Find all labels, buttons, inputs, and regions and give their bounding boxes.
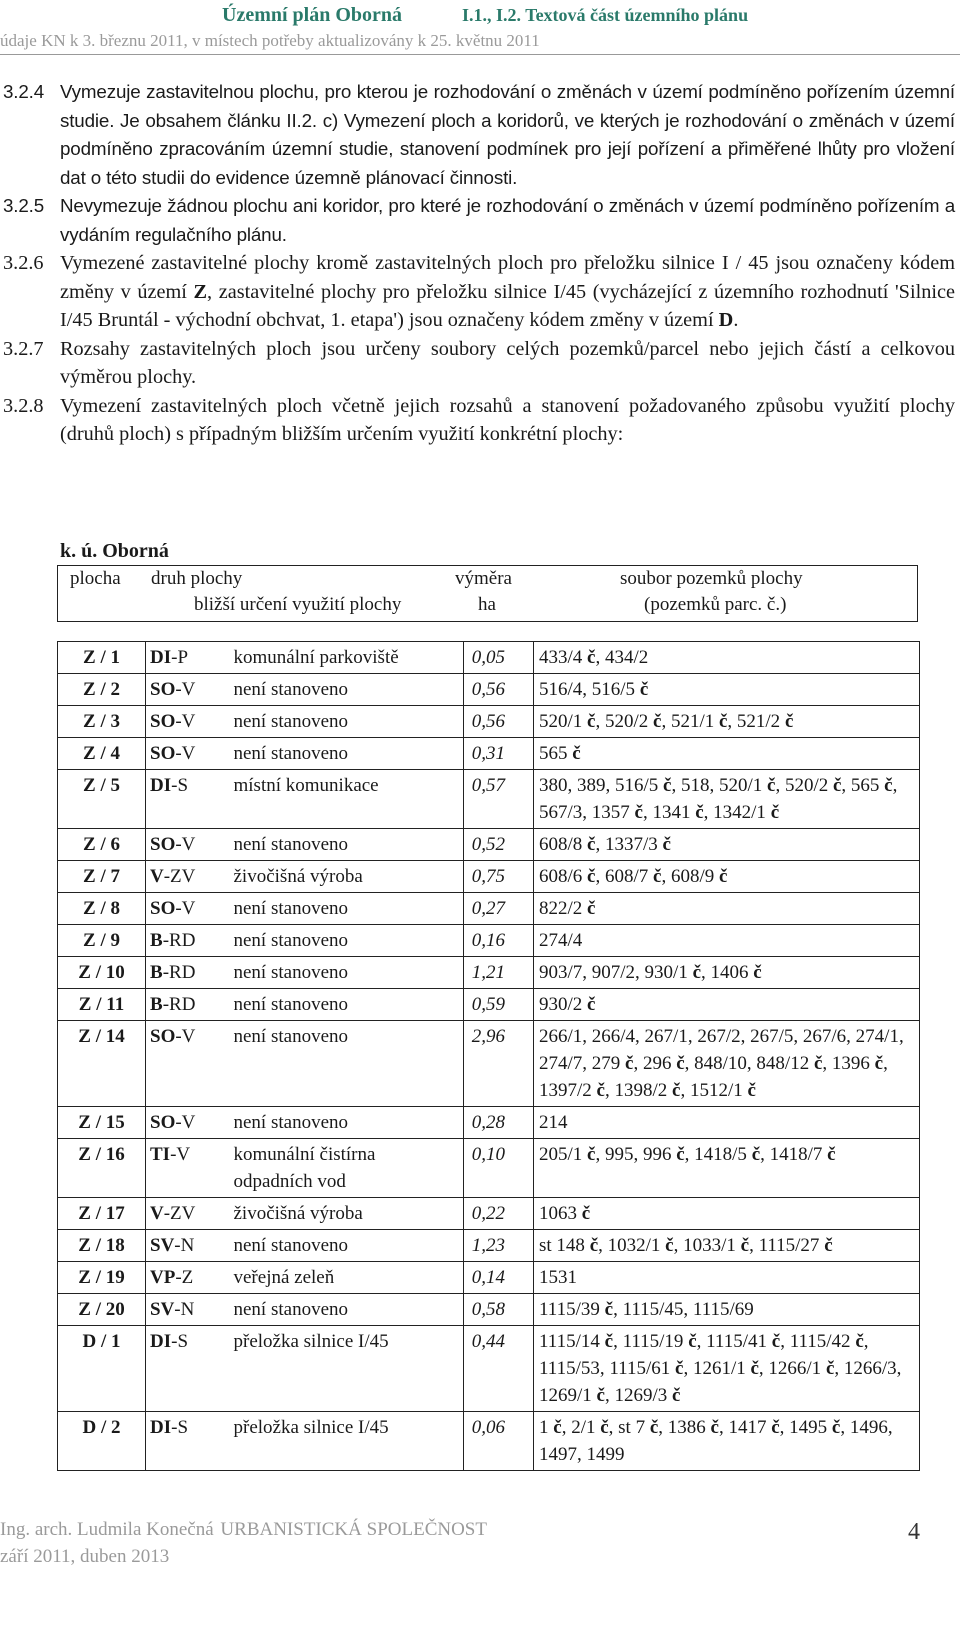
cell-vymera: 2,96 xyxy=(464,1021,534,1107)
cell-pozemky: 1531 xyxy=(534,1262,920,1294)
paragraph-number: 3.2.6 xyxy=(3,252,44,274)
cell-plocha: Z / 8 xyxy=(58,893,146,925)
table-row xyxy=(58,1294,920,1326)
paragraph-number: 3.2.7 xyxy=(3,337,44,360)
cell-plocha: Z / 4 xyxy=(58,738,146,770)
intro-paragraphs xyxy=(3,78,955,449)
cell-druh xyxy=(146,1139,232,1198)
cadastre-heading: k. ú. Oborná xyxy=(60,540,169,562)
druh-suffix: -RD xyxy=(162,994,196,1015)
cell-pozemky: 608/8 č, 1337/3 č xyxy=(534,829,920,861)
cell-druh xyxy=(146,829,232,861)
header-parc: (pozemků parc. č.) xyxy=(644,594,787,615)
table-row xyxy=(58,1198,920,1230)
document-title: Územní plán Oborná xyxy=(222,4,403,26)
table-row xyxy=(58,642,920,674)
cell-pozemky: st 148 č, 1032/1 č, 1033/1 č, 1115/27 č xyxy=(534,1230,920,1262)
cell-druh xyxy=(146,738,232,770)
paragraph-3-2-7 xyxy=(3,335,955,392)
cell-pozemky: 565 č xyxy=(534,738,920,770)
cell-plocha: Z / 16 xyxy=(58,1139,146,1198)
cell-druh xyxy=(146,1230,232,1262)
druh-code: V xyxy=(150,866,164,887)
header-subtitle: údaje KN k 3. březnu 2011, v místech potřeby aktualizovány k 25. květnu 2011 xyxy=(0,31,540,50)
cell-vymera: 0,10 xyxy=(464,1139,534,1198)
paragraph-number: 3.2.5 xyxy=(3,195,45,216)
cell-druh xyxy=(146,1412,232,1471)
cell-druh xyxy=(146,1326,232,1412)
footer-dates: září 2011, duben 2013 xyxy=(0,1546,170,1567)
page-number: 4 xyxy=(908,1519,920,1545)
cell-vymera: 0,28 xyxy=(464,1107,534,1139)
table-row xyxy=(58,957,920,989)
druh-code: SO xyxy=(150,679,176,700)
cell-urceni: není stanoveno xyxy=(232,989,464,1021)
cell-druh xyxy=(146,957,232,989)
footer-author: Ing. arch. Ludmila Konečná xyxy=(0,1519,214,1540)
cell-druh xyxy=(146,989,232,1021)
druh-suffix: -N xyxy=(174,1299,195,1320)
cell-plocha: Z / 1 xyxy=(58,642,146,674)
cell-pozemky: 903/7, 907/2, 930/1 č, 1406 č xyxy=(534,957,920,989)
cell-plocha: Z / 11 xyxy=(58,989,146,1021)
cell-vymera: 0,59 xyxy=(464,989,534,1021)
druh-code: SO xyxy=(150,834,176,855)
cell-plocha: Z / 5 xyxy=(58,770,146,829)
table-row xyxy=(58,738,920,770)
cell-pozemky: 433/4 č, 434/2 xyxy=(534,642,920,674)
header-soubor: soubor pozemků plochy xyxy=(620,568,803,589)
cell-urceni: není stanoveno xyxy=(232,893,464,925)
druh-code: B xyxy=(150,930,163,951)
cell-urceni: přeložka silnice I/45 xyxy=(232,1412,464,1471)
header-druh: druh plochy xyxy=(151,568,243,589)
druh-code: DI xyxy=(150,775,172,796)
table-row xyxy=(58,1412,920,1471)
table-row xyxy=(58,1139,920,1198)
paragraph-text: Vymezené zastavitelné plochy kromě zastavitelných ploch pro přeložku silnice I / 45 jsou označeny kódem změny v území xyxy=(60,252,955,303)
cell-urceni: živočišná výroba xyxy=(232,861,464,893)
cell-plocha: Z / 10 xyxy=(58,957,146,989)
paragraph-number: 3.2.8 xyxy=(3,394,44,417)
table-row xyxy=(58,893,920,925)
druh-suffix: -V xyxy=(170,1144,191,1165)
cell-druh xyxy=(146,1262,232,1294)
table-row xyxy=(58,1262,920,1294)
code-z: Z xyxy=(193,280,208,303)
cell-urceni: není stanoveno xyxy=(232,925,464,957)
header-urceni: bližší určení využití plochy xyxy=(194,594,402,615)
cell-druh xyxy=(146,770,232,829)
paragraph-text: Rozsahy zastavitelných ploch jsou určeny soubory celých pozemků/parcel nebo jejich částí a celkovou výměrou plochy. xyxy=(60,337,955,388)
cell-urceni: veřejná zeleň xyxy=(232,1262,464,1294)
cell-urceni: není stanoveno xyxy=(232,957,464,989)
cell-vymera: 0,27 xyxy=(464,893,534,925)
cell-urceni: živočišná výroba xyxy=(232,1198,464,1230)
table-row xyxy=(58,674,920,706)
cell-plocha: Z / 18 xyxy=(58,1230,146,1262)
druh-suffix: -V xyxy=(175,743,196,764)
paragraph-3-2-8 xyxy=(3,392,955,449)
cell-plocha: Z / 19 xyxy=(58,1262,146,1294)
cell-vymera: 0,06 xyxy=(464,1412,534,1471)
cell-vymera: 0,57 xyxy=(464,770,534,829)
header-divider xyxy=(0,54,960,55)
cell-pozemky: 608/6 č, 608/7 č, 608/9 č xyxy=(534,861,920,893)
druh-code: DI xyxy=(150,1331,172,1352)
cell-druh xyxy=(146,674,232,706)
document-section: I.1., I.2. Textová část územního plánu xyxy=(462,5,749,25)
cell-urceni: komunální čistírna odpadních vod xyxy=(232,1139,464,1198)
paragraph-3-2-6 xyxy=(3,249,955,335)
druh-suffix: -V xyxy=(175,711,196,732)
cell-druh xyxy=(146,861,232,893)
druh-code: SV xyxy=(150,1235,175,1256)
druh-code: SO xyxy=(150,1112,176,1133)
cell-pozemky: 1 č, 2/1 č, st 7 č, 1386 č, 1417 č, 1495 č, 1496, 1497, 1499 xyxy=(534,1412,920,1471)
druh-code: SO xyxy=(150,743,176,764)
druh-suffix: -S xyxy=(171,1417,189,1438)
cell-pozemky: 822/2 č xyxy=(534,893,920,925)
cell-pozemky: 520/1 č, 520/2 č, 521/1 č, 521/2 č xyxy=(534,706,920,738)
paragraph-number: 3.2.4 xyxy=(3,81,45,102)
cell-pozemky: 380, 389, 516/5 č, 518, 520/1 č, 520/2 č, 565 č, 567/3, 1357 č, 1341 č, 1342/1 č xyxy=(534,770,920,829)
cell-druh xyxy=(146,1021,232,1107)
cell-urceni: místní komunikace xyxy=(232,770,464,829)
code-d: D xyxy=(718,309,734,331)
cell-pozemky: 266/1, 266/4, 267/1, 267/2, 267/5, 267/6, 274/1, 274/7, 279 č, 296 č, 848/10, 848/12 č, 1396 č, 1397/2 č, 1398/2 č, 1512/1 č xyxy=(534,1021,920,1107)
table-row xyxy=(58,1326,920,1412)
cell-pozemky: 214 xyxy=(534,1107,920,1139)
druh-code: DI xyxy=(150,647,172,668)
cell-urceni: není stanoveno xyxy=(232,1107,464,1139)
areas-table-body xyxy=(58,642,920,1471)
table-row xyxy=(58,1230,920,1262)
cell-druh xyxy=(146,1107,232,1139)
cell-plocha: Z / 6 xyxy=(58,829,146,861)
paragraph-end: . xyxy=(733,309,739,331)
druh-suffix: -Z xyxy=(175,1267,194,1288)
druh-code: SO xyxy=(150,1026,176,1047)
paragraph-3-2-5 xyxy=(3,192,955,249)
druh-suffix: -V xyxy=(175,1026,196,1047)
cell-pozemky: 516/4, 516/5 č xyxy=(534,674,920,706)
cell-pozemky: 205/1 č, 995, 996 č, 1418/5 č, 1418/7 č xyxy=(534,1139,920,1198)
cell-pozemky: 930/2 č xyxy=(534,989,920,1021)
header-title xyxy=(222,4,748,27)
cell-druh xyxy=(146,893,232,925)
druh-code: DI xyxy=(150,1417,172,1438)
table-header-box xyxy=(57,565,918,622)
cell-vymera: 0,52 xyxy=(464,829,534,861)
header-ha: ha xyxy=(478,594,496,615)
cell-vymera: 0,22 xyxy=(464,1198,534,1230)
cell-plocha: Z / 17 xyxy=(58,1198,146,1230)
header-plocha: plocha xyxy=(70,568,121,589)
druh-code: SV xyxy=(150,1299,175,1320)
cell-plocha: Z / 15 xyxy=(58,1107,146,1139)
cell-vymera: 0,58 xyxy=(464,1294,534,1326)
cell-plocha: Z / 20 xyxy=(58,1294,146,1326)
cell-plocha: Z / 2 xyxy=(58,674,146,706)
druh-code: SO xyxy=(150,711,176,732)
paragraph-text: Vymezení zastavitelných ploch včetně jejich rozsahů a stanovení požadovaného způsobu využití plochy (druhů ploch) s případným bližším určením využití konkrétní plochy: xyxy=(60,394,955,445)
druh-code: TI xyxy=(150,1144,171,1165)
druh-suffix: -RD xyxy=(162,930,196,951)
cell-vymera: 0,16 xyxy=(464,925,534,957)
cell-druh xyxy=(146,925,232,957)
cell-urceni: přeložka silnice I/45 xyxy=(232,1326,464,1412)
cell-plocha: Z / 3 xyxy=(58,706,146,738)
cell-urceni: není stanoveno xyxy=(232,1230,464,1262)
druh-code: B xyxy=(150,962,163,983)
druh-suffix: -ZV xyxy=(163,1203,196,1224)
cell-pozemky: 274/4 xyxy=(534,925,920,957)
druh-code: SO xyxy=(150,898,176,919)
table-row xyxy=(58,1021,920,1107)
druh-suffix: -RD xyxy=(162,962,196,983)
cell-vymera: 0,14 xyxy=(464,1262,534,1294)
cell-vymera: 0,56 xyxy=(464,674,534,706)
cell-druh xyxy=(146,1294,232,1326)
cell-pozemky: 1115/14 č, 1115/19 č, 1115/41 č, 1115/42 č, 1115/53, 1115/61 č, 1261/1 č, 1266/1 č, 1266/3, 1269/1 č, 1269/3 č xyxy=(534,1326,920,1412)
cell-vymera: 1,23 xyxy=(464,1230,534,1262)
table-row xyxy=(58,770,920,829)
druh-code: V xyxy=(150,1203,164,1224)
footer-company: URBANISTICKÁ SPOLEČNOST xyxy=(220,1519,487,1540)
druh-suffix: -V xyxy=(175,1112,196,1133)
druh-suffix: -S xyxy=(171,1331,189,1352)
paragraph-text: , zastavitelné plochy pro přeložku silnice I/45 (vycházející z územního rozhodnutí 'Silnice I/45 Bruntál - východní obchvat, 1. etapa') jsou označeny kódem změny v území xyxy=(60,280,955,331)
cell-plocha: D / 2 xyxy=(58,1412,146,1471)
areas-table xyxy=(57,641,920,1471)
cell-vymera: 0,44 xyxy=(464,1326,534,1412)
cell-urceni: není stanoveno xyxy=(232,706,464,738)
druh-suffix: -S xyxy=(171,775,189,796)
cell-druh xyxy=(146,1198,232,1230)
cell-urceni: není stanoveno xyxy=(232,1021,464,1107)
cell-pozemky: 1115/39 č, 1115/45, 1115/69 xyxy=(534,1294,920,1326)
table-row xyxy=(58,989,920,1021)
table-row xyxy=(58,861,920,893)
cell-urceni: není stanoveno xyxy=(232,738,464,770)
footer xyxy=(0,1519,487,1541)
paragraph-3-2-4 xyxy=(3,78,955,192)
cell-urceni: komunální parkoviště xyxy=(232,642,464,674)
cell-plocha: Z / 9 xyxy=(58,925,146,957)
cell-pozemky: 1063 č xyxy=(534,1198,920,1230)
cell-plocha: Z / 14 xyxy=(58,1021,146,1107)
table-row xyxy=(58,925,920,957)
druh-suffix: -V xyxy=(175,834,196,855)
cell-urceni: není stanoveno xyxy=(232,829,464,861)
druh-suffix: -N xyxy=(174,1235,195,1256)
cell-vymera: 0,05 xyxy=(464,642,534,674)
cell-plocha: D / 1 xyxy=(58,1326,146,1412)
cell-vymera: 1,21 xyxy=(464,957,534,989)
table-row xyxy=(58,706,920,738)
cell-vymera: 0,75 xyxy=(464,861,534,893)
cell-druh xyxy=(146,706,232,738)
druh-suffix: -V xyxy=(175,898,196,919)
paragraph-text: Nevymezuje žádnou plochu ani koridor, pro které je rozhodování o změnách v území podmíněno pořízením a vydáním regulačního plánu. xyxy=(60,195,955,245)
header-vymera: výměra xyxy=(455,568,512,589)
druh-suffix: -P xyxy=(171,647,189,668)
table-row xyxy=(58,1107,920,1139)
druh-code: VP xyxy=(150,1267,176,1288)
cell-vymera: 0,31 xyxy=(464,738,534,770)
druh-code: B xyxy=(150,994,163,1015)
paragraph-text: Vymezuje zastavitelnou plochu, pro kterou je rozhodování o změnách v území podmíněno pořízením územní studie. Je obsahem článku II.2. c) Vymezení ploch a koridorů, ve kterých je rozhodování o změnách v území podmíněno zpracováním územní studie, stanovení podmínek pro její pořízení a přiměřené lhůty pro vložení dat o této studii do evidence územně plánovací činnosti. xyxy=(60,81,955,188)
cell-druh xyxy=(146,642,232,674)
table-row xyxy=(58,829,920,861)
cell-vymera: 0,56 xyxy=(464,706,534,738)
cell-urceni: není stanoveno xyxy=(232,674,464,706)
druh-suffix: -V xyxy=(175,679,196,700)
druh-suffix: -ZV xyxy=(163,866,196,887)
cell-urceni: není stanoveno xyxy=(232,1294,464,1326)
cell-plocha: Z / 7 xyxy=(58,861,146,893)
